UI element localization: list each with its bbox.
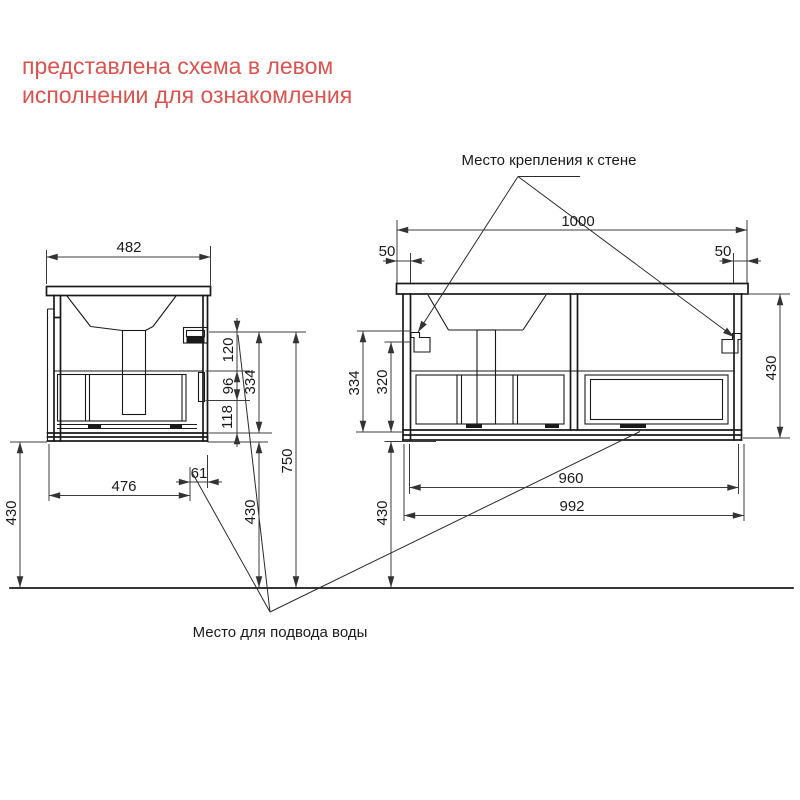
dim-label-430-left: 430 <box>3 500 20 526</box>
wall-mount-label: Место крепления к стене <box>461 152 637 169</box>
dim-50-right <box>715 243 761 283</box>
dim-430-front-right <box>743 294 790 438</box>
front-sink-basin <box>428 295 546 330</box>
dim-61 <box>176 455 222 488</box>
side-back-panel <box>48 309 55 441</box>
side-mount-bracket <box>184 328 208 344</box>
notice-line-1: представлена схема в левом <box>22 53 334 79</box>
dim-label-50-left: 50 <box>378 243 396 260</box>
front-left-wall <box>403 294 411 440</box>
wall-mount-leader-left <box>418 177 518 333</box>
side-drawer-glide-left <box>88 425 101 429</box>
front-right-wall <box>734 294 742 440</box>
side-drawer-box <box>58 375 187 422</box>
front-mount-bracket-left <box>411 333 430 353</box>
notice-text <box>22 53 352 108</box>
dim-960 <box>410 444 739 494</box>
dim-label-482: 482 <box>116 239 142 256</box>
side-drawer-glide-right <box>170 424 182 429</box>
front-glide-2 <box>545 424 559 428</box>
dim-482 <box>47 239 211 287</box>
notice-line-2: исполнении для ознакомления <box>22 82 353 108</box>
dim-label-992: 992 <box>559 498 585 515</box>
dim-320 <box>374 342 411 432</box>
dim-label-50-right: 50 <box>714 243 732 260</box>
side-sink-basin <box>67 296 176 331</box>
side-bottom-plinth <box>48 433 208 441</box>
front-left-drawer-box <box>416 375 564 424</box>
side-view-cabinet <box>47 287 211 442</box>
dim-label-118: 118 <box>219 405 236 429</box>
front-bottom-plinth <box>403 430 742 440</box>
wall-mount-annotation <box>418 152 734 337</box>
front-glide-1 <box>466 424 482 428</box>
side-countertop <box>47 287 211 296</box>
side-right-wall <box>203 296 208 442</box>
front-mount-bracket-right <box>722 334 741 354</box>
front-drain-pipe <box>477 330 496 424</box>
dim-476 <box>49 444 190 501</box>
dim-50-left <box>379 243 425 283</box>
dim-1000 <box>397 213 747 283</box>
dim-430-left <box>3 442 20 588</box>
front-view-cabinet <box>397 284 749 441</box>
front-left-drawer-dividers <box>457 375 518 424</box>
dim-label-960: 960 <box>558 470 584 487</box>
dim-label-1000: 1000 <box>561 213 595 230</box>
front-glide-3 <box>620 424 646 428</box>
dim-label-120: 120 <box>220 337 237 363</box>
dim-label-334-side: 334 <box>242 369 259 395</box>
dim-label-334-front: 334 <box>346 370 363 396</box>
dim-label-430-front-right: 430 <box>763 355 780 381</box>
front-countertop <box>397 284 749 295</box>
dim-label-430-mid: 430 <box>242 499 259 525</box>
front-right-drawer-box <box>585 375 728 424</box>
front-right-drawer-inner <box>591 380 723 420</box>
dim-label-320: 320 <box>374 369 391 395</box>
water-supply-label: Место для подвода воды <box>192 624 368 641</box>
dim-label-96: 96 <box>220 377 237 395</box>
side-drain-pipe <box>123 331 146 415</box>
wall-mount-leader-right <box>518 177 734 338</box>
dim-334-side <box>242 332 259 433</box>
dim-label-61: 61 <box>190 465 208 482</box>
dim-750 <box>279 332 296 588</box>
dim-label-750: 750 <box>279 448 296 474</box>
front-middle-divider <box>571 294 578 430</box>
dim-label-476: 476 <box>111 478 137 495</box>
dim-430-front-left <box>374 442 436 588</box>
dim-label-430-front-left: 430 <box>374 500 391 526</box>
